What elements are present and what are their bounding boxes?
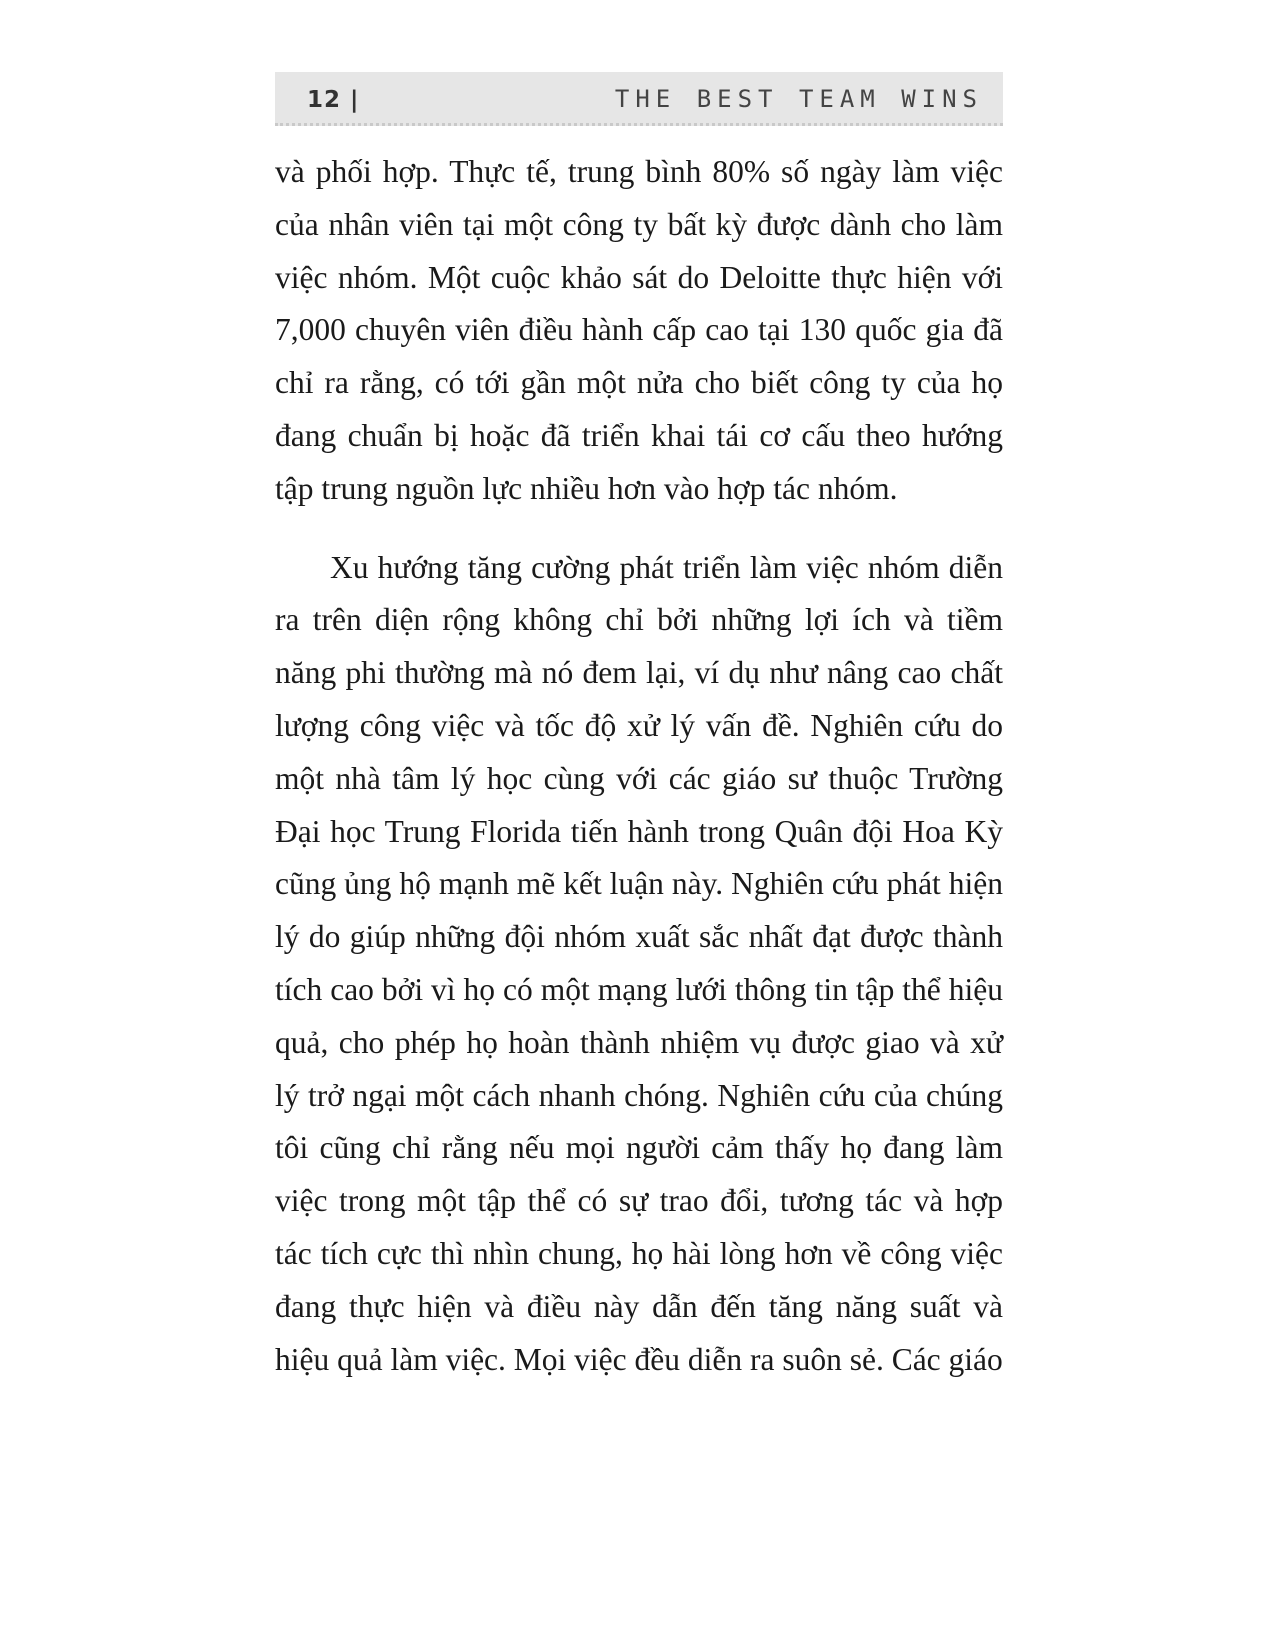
page-body xyxy=(275,146,1003,1386)
running-header xyxy=(275,72,1003,126)
book-title: THE BEST TEAM WINS xyxy=(614,85,983,113)
paragraph: Xu hướng tăng cường phát triển làm việc nhóm diễn ra trên diện rộng không chỉ bởi những lợi ích và tiềm năng phi thường mà nó đem lại, ví dụ như nâng cao chất lượng công việc và tốc độ xử lý vấn đề. Nghiên cứu do một nhà tâm lý học cùng với các giáo sư thuộc Trường Đại học Trung Florida tiến hành trong Quân đội Hoa Kỳ cũng ủng hộ mạnh mẽ kết luận này. Nghiên cứu phát hiện lý do giúp những đội nhóm xuất sắc nhất đạt được thành tích cao bởi vì họ có một mạng lưới thông tin tập thể hiệu quả, cho phép họ hoàn thành nhiệm vụ được giao và xử lý trở ngại một cách nhanh chóng. Nghiên cứu của chúng tôi cũng chỉ rằng nếu mọi người cảm thấy họ đang làm việc trong một tập thể có sự trao đổi, tương tác và hợp tác tích cực thì nhìn chung, họ hài lòng hơn về công việc đang thực hiện và điều này dẫn đến tăng năng suất và hiệu quả làm việc. Mọi việc đều diễn ra suôn sẻ. Các giáo xyxy=(275,549,1003,1377)
paragraph: và phối hợp. Thực tế, trung bình 80% số ngày làm việc của nhân viên tại một công ty bất kỳ được dành cho làm việc nhóm. Một cuộc khảo sát do Deloitte thực hiện với 7,000 chuyên viên điều hành cấp cao tại 130 quốc gia đã chỉ ra rằng, có tới gần một nửa cho biết công ty của họ đang chuẩn bị hoặc đã triển khai tái cơ cấu theo hướng tập trung nguồn lực nhiều hơn vào hợp tác nhóm. xyxy=(275,154,1003,506)
page-number: 12 | xyxy=(307,87,360,113)
